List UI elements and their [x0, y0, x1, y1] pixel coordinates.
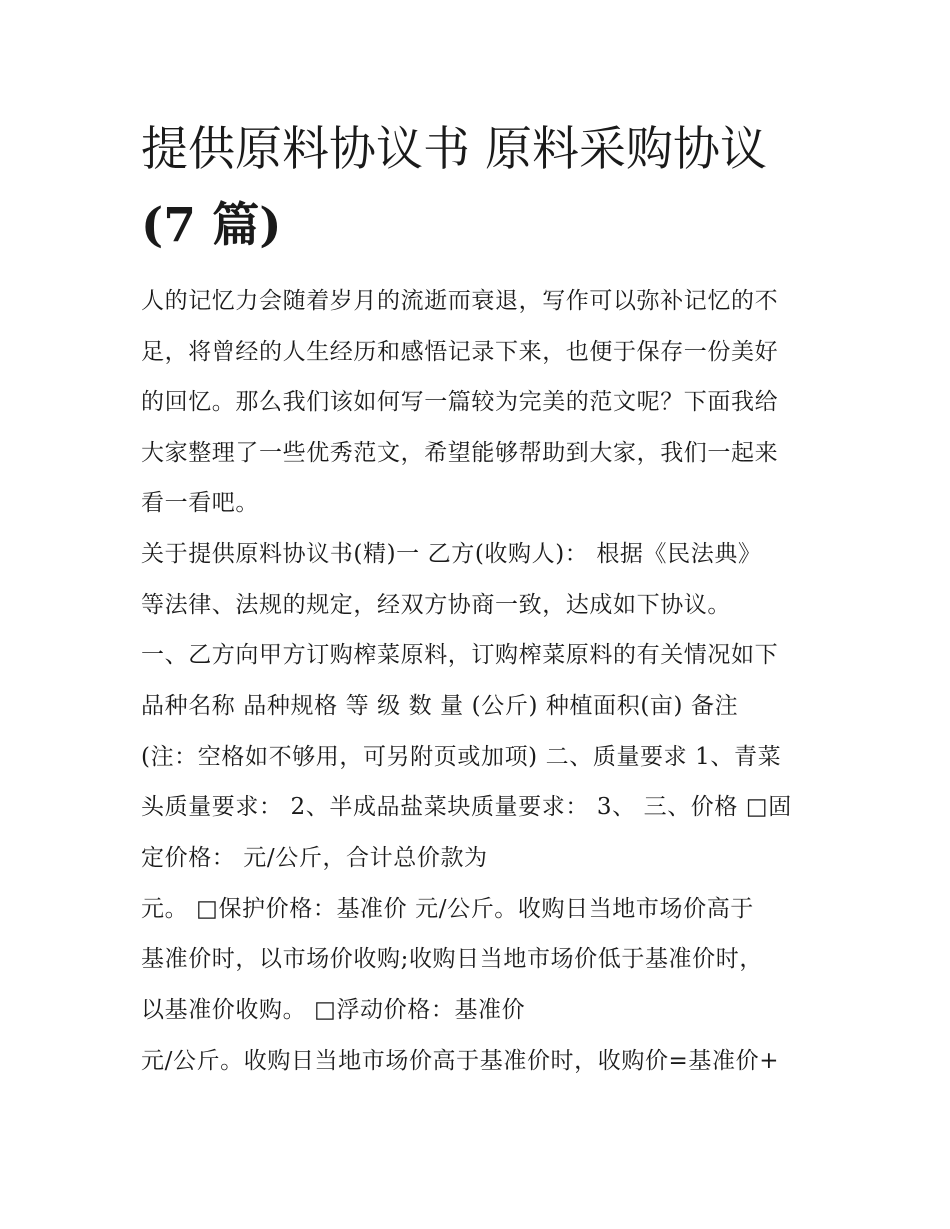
body-line-8: 一、乙方向甲方订购榨菜原料，订购榨菜原料的有关情况如下 — [141, 642, 779, 668]
body-line-16: 元/公斤。收购日当地市场价高于基准价时，收购价=基准价+ — [141, 1048, 780, 1074]
document-title — [141, 112, 821, 264]
body-line-10: (注：空格如不够用，可另附页或加项) 二、质量要求 1、青菜 — [141, 744, 782, 770]
body-line-15: 以基准价收购。 □浮动价格：基准价 — [141, 997, 526, 1023]
body-line-13: 元。 □保护价格：基准价 元/公斤。收购日当地市场价高于 — [141, 896, 754, 922]
body-line-11: 头质量要求： 2、半成品盐菜块质量要求： 3、 三、价格 □固 — [141, 794, 792, 820]
title-line-1: 提供原料协议书 原料采购协议 — [141, 122, 767, 177]
body-line-4: 大家整理了一些优秀范文，希望能够帮助到大家，我们一起来 — [141, 440, 779, 466]
body-line-7: 等法律、法规的规定，经双方协商一致，达成如下协议。 — [141, 592, 731, 618]
body-line-3: 的回忆。那么我们该如何写一篇较为完美的范文呢？下面我给 — [141, 389, 779, 415]
body-line-9: 品种名称 品种规格 等 级 数 量 (公斤) 种植面积(亩) 备注 — [141, 693, 739, 719]
body-line-6: 关于提供原料协议书(精)一 乙方(收购人)： 根据《民法典》 — [141, 541, 762, 567]
body-line-14: 基准价时，以市场价收购;收购日当地市场价低于基准价时， — [141, 946, 763, 972]
body-line-5: 看一看吧。 — [141, 490, 259, 516]
body-line-2: 足，将曾经的人生经历和感悟记录下来，也便于保存一份美好 — [141, 339, 779, 365]
body-line-1: 人的记忆力会随着岁月的流逝而衰退，写作可以弥补记忆的不 — [141, 288, 779, 314]
body-line-12: 定价格： 元/公斤，合计总价款为 — [141, 845, 488, 871]
title-line-2: (7 篇) — [141, 198, 282, 253]
